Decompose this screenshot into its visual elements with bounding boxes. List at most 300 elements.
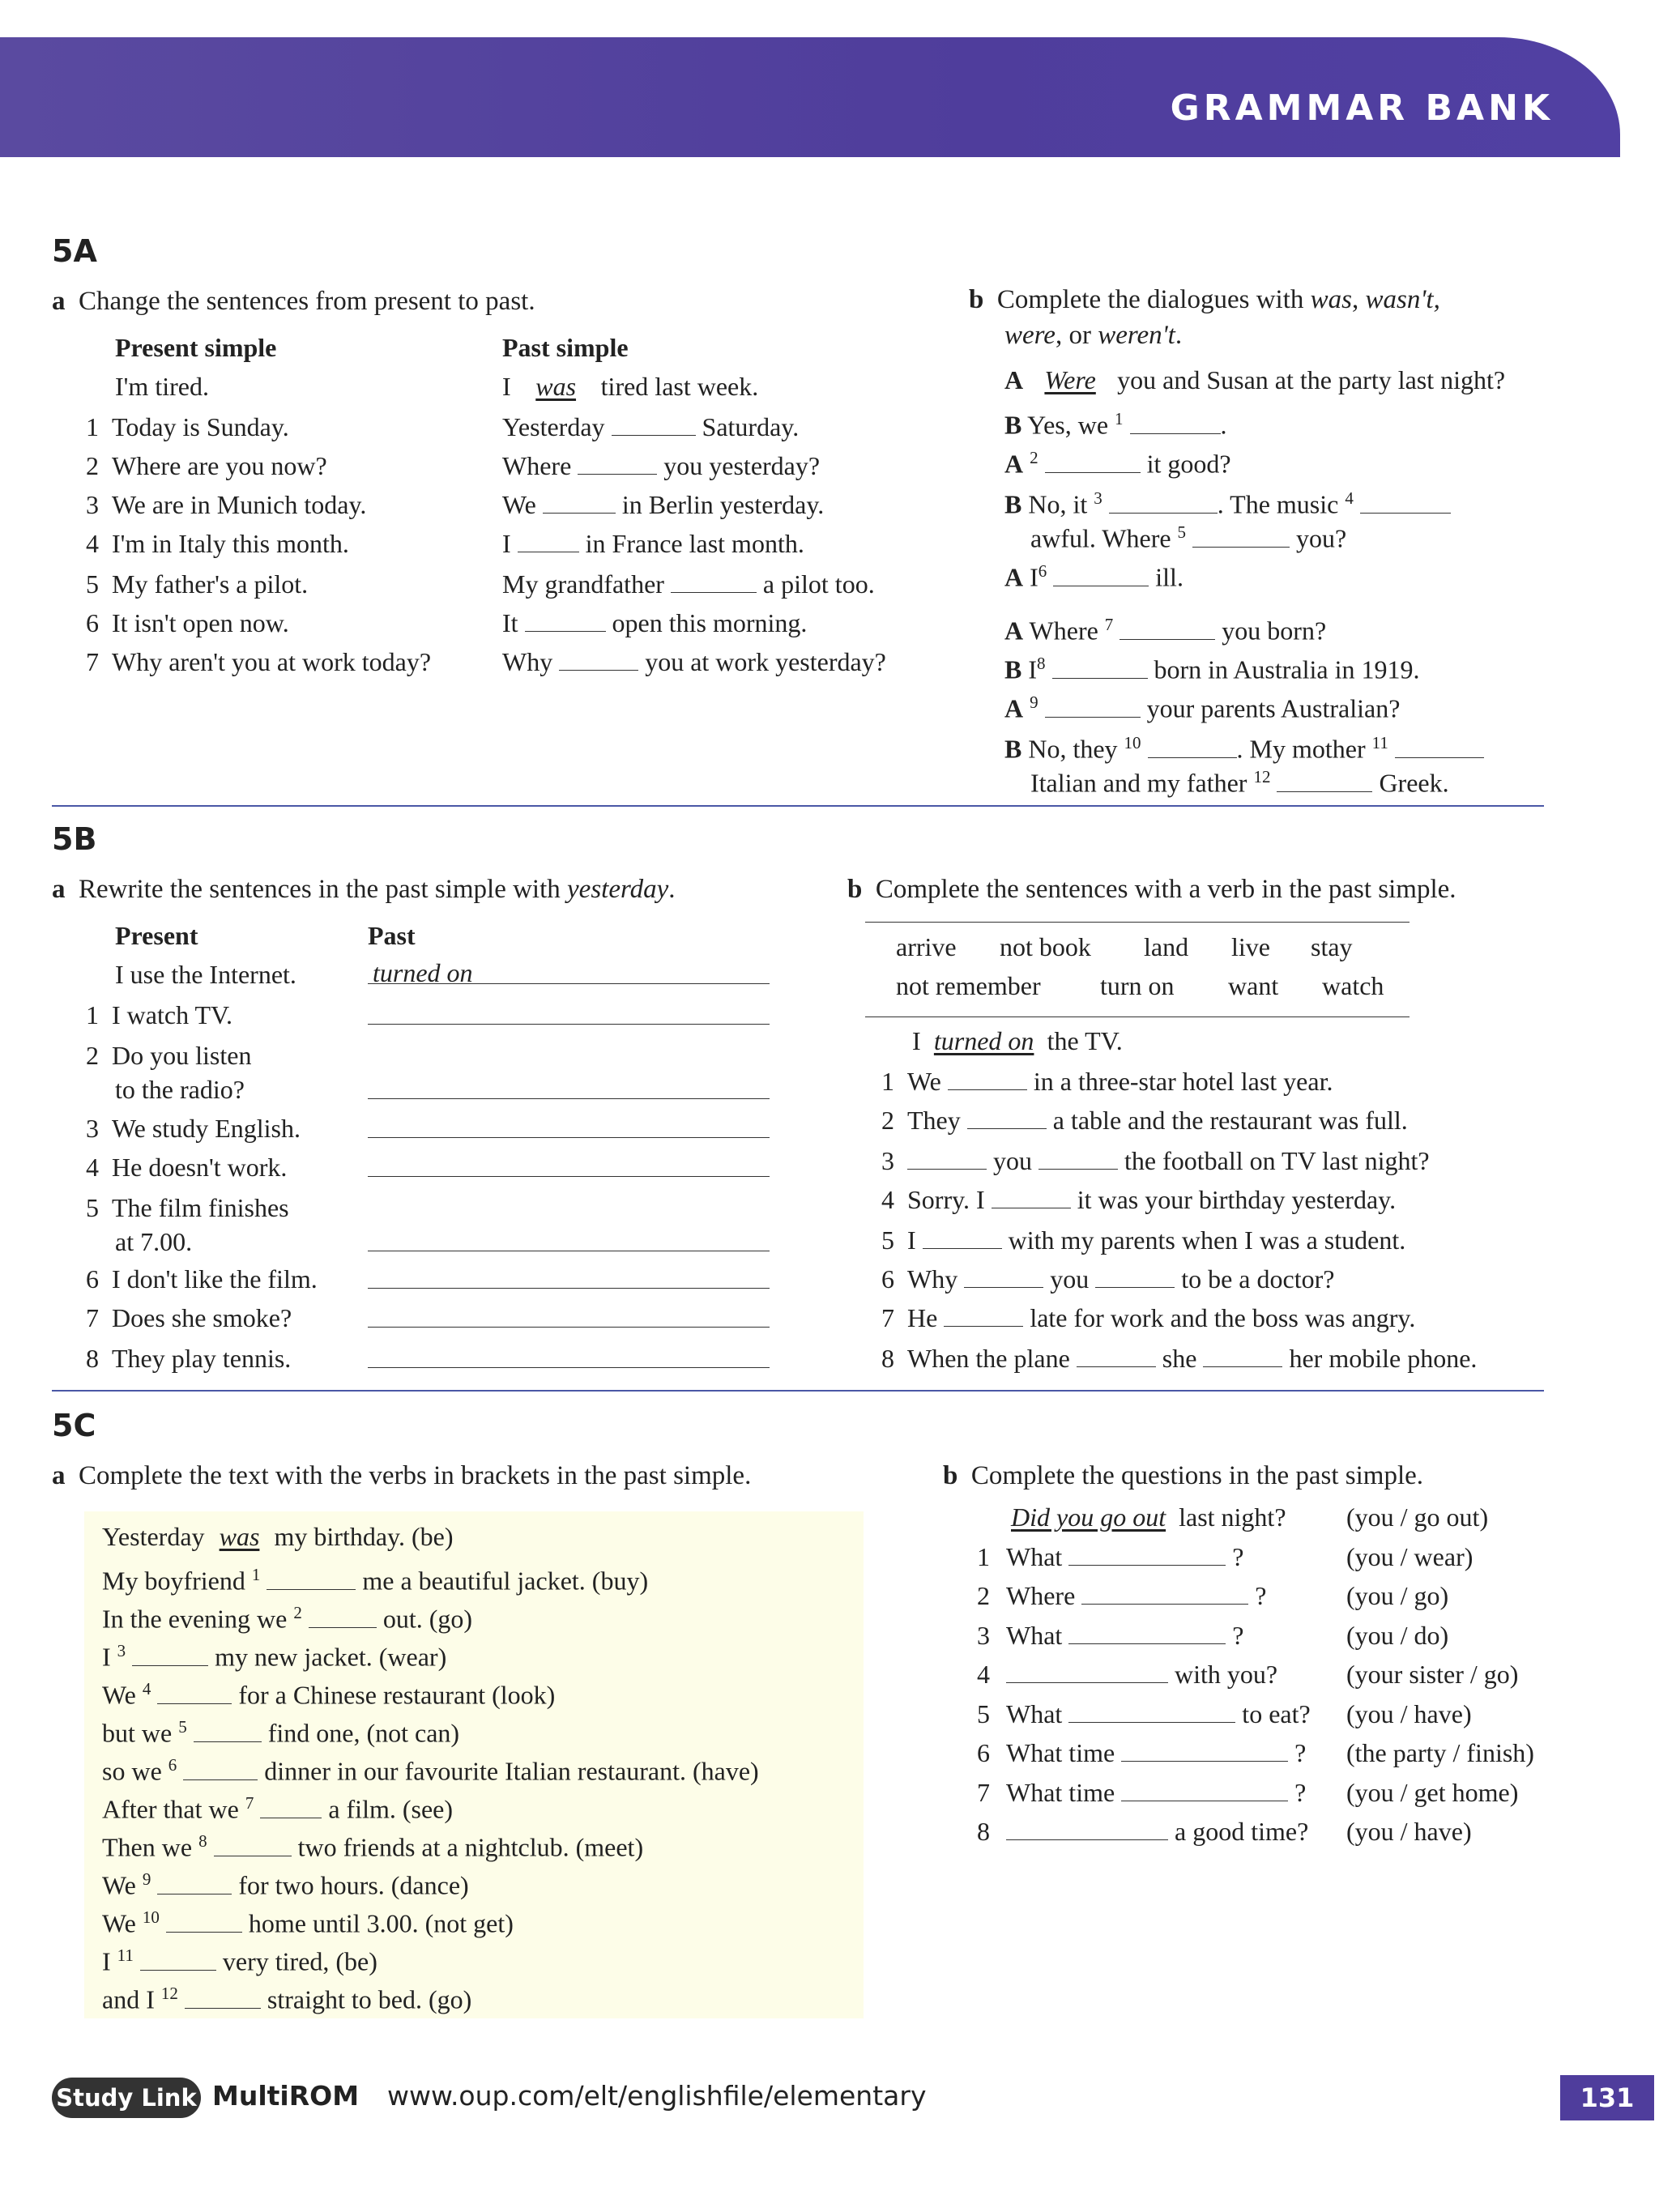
item-present [86,1189,289,1227]
text: me a beautiful jacket. (buy) [362,1566,649,1596]
answer-blank[interactable] [183,1758,258,1780]
text: In the evening we [102,1604,288,1634]
answer-blank[interactable] [1077,1345,1156,1367]
answer-blank[interactable] [992,1187,1071,1208]
text: Why [907,1264,958,1294]
text: . [1220,410,1227,440]
item-number: 7 [881,1303,894,1332]
item-past [502,643,886,681]
item-number: 5 [977,1698,990,1728]
gap-number: 7 [245,1793,254,1813]
answer-line[interactable] [368,1097,770,1099]
example-present: I use the Internet. [115,960,296,989]
text: in a three-star hotel last year. [1033,1067,1333,1096]
exercise-5b-b [847,870,1456,910]
text: you [993,1146,1032,1175]
answer-blank[interactable] [1081,1583,1248,1605]
item-number: 7 [86,647,99,676]
gap-number: 1 [1115,409,1124,428]
item-number: 5 [881,1225,894,1255]
answer-blank[interactable] [1052,657,1148,679]
text: born in Australia in 1919. [1154,654,1420,684]
answer-blank[interactable] [948,1068,1027,1090]
text: I [502,529,511,558]
answer-blank[interactable] [559,649,638,671]
text: Sorry. I [907,1185,985,1214]
item-text-line-2: to the radio? [115,1075,245,1104]
text: What [1006,1620,1063,1650]
answer-blank[interactable] [1130,412,1221,434]
answer-blank[interactable] [1095,1266,1175,1288]
text: tired last week. [600,372,759,401]
text: my new jacket. (wear) [215,1642,447,1672]
question-example [1011,1498,1286,1536]
sentence-1 [881,1063,1333,1101]
column-heading-past: Past [368,921,416,950]
text: with you? [1175,1660,1278,1689]
item-text: He doesn't work. [112,1153,288,1182]
answer-blank[interactable] [944,1305,1023,1327]
item-number: 3 [977,1620,990,1650]
text: ? [1232,1541,1244,1571]
dialogue-line-10b [1030,758,1449,803]
gap-number: 12 [160,1984,178,2003]
text: to be a doctor? [1181,1264,1335,1294]
item-number: 1 [86,1000,99,1029]
answer-blank[interactable] [1006,1661,1168,1683]
text: No, they [1028,734,1118,764]
answer-line[interactable] [368,1174,770,1177]
dialogue-line-example [1004,361,1505,399]
text: very tired, (be) [222,1946,377,1976]
question-hint: (you / wear) [1346,1541,1473,1571]
gap-number: 5 [178,1717,187,1737]
text: ? [1294,1738,1307,1767]
example-answer: Did you go out [1011,1502,1166,1532]
text: They [907,1106,961,1135]
text: you? [1296,523,1347,553]
item-text: Do you listen [112,1041,252,1070]
example-answer: Were [1044,365,1096,394]
text: ? [1255,1581,1267,1610]
text: , or [1055,321,1098,350]
answer-blank[interactable] [964,1266,1043,1288]
item-present [86,525,349,563]
item-number: 2 [86,1041,99,1070]
answer-blank[interactable] [1148,736,1237,758]
item-number: 4 [86,1153,99,1182]
item-text: We study English. [112,1114,301,1143]
answer-blank[interactable] [1045,696,1141,718]
gap-number: 6 [1038,561,1047,581]
study-link-badge[interactable]: Study Link [52,2078,201,2118]
item-number: 8 [86,1344,99,1373]
speaker: B [1004,489,1022,519]
item-present [86,1110,301,1148]
text: you yesterday? [663,451,821,480]
question-7 [977,1774,1306,1812]
text: find one, (not can) [267,1718,460,1748]
item-present [86,1260,318,1298]
dialogue-line-8 [1004,645,1419,689]
text: awful. Where [1030,523,1171,553]
item-past [502,525,804,563]
text: Greek. [1379,768,1449,798]
word-box-word: not book [1000,932,1091,961]
text: Where [1029,616,1098,646]
exercise-5a-a [52,282,535,322]
gap-number: 3 [1094,488,1102,508]
gap-number: 8 [198,1831,207,1851]
answer-blank[interactable] [923,1227,1002,1249]
answer-blank[interactable] [1053,565,1149,586]
text: What time [1006,1777,1115,1807]
text: Yesterday [102,1522,205,1551]
text: and I [102,1984,155,2014]
item-number: 6 [881,1264,894,1294]
word: weren't [1098,321,1175,350]
gap-number: 11 [117,1946,134,1965]
column-heading-present: Present simple [115,333,277,362]
exercise-letter: a [52,1461,66,1490]
answer-blank[interactable] [1068,1701,1235,1723]
item-number: 7 [977,1777,990,1807]
text: a good time? [1175,1817,1309,1846]
text: . [1175,321,1183,350]
item-number: 4 [881,1185,894,1214]
exercise-letter: b [943,1461,958,1490]
gap-number: 1 [251,1565,261,1584]
text: I [502,372,511,401]
text: Then we [102,1832,193,1862]
answer-line[interactable] [368,1325,770,1328]
text: . [668,875,676,904]
item-number: 5 [86,569,99,599]
text: I [102,1946,111,1976]
text: What time [1006,1738,1115,1767]
answer-line[interactable] [368,1249,770,1251]
text: with my parents when I was a student. [1008,1225,1406,1255]
item-present [86,486,366,524]
item-number: 6 [86,608,99,637]
instruction: Complete the sentences with a verb in the past simple. [875,875,1456,904]
sentence-6 [881,1260,1334,1298]
word-box-word: live [1231,932,1270,961]
question-5 [977,1695,1311,1733]
text: last night? [1179,1502,1286,1532]
text-line-12 [102,1975,471,2019]
sentence-8 [881,1340,1477,1378]
question-1 [977,1538,1244,1576]
section-divider [52,805,1544,807]
answer-blank[interactable] [543,492,616,514]
item-present [86,408,289,446]
answer-blank[interactable] [166,1911,242,1933]
gap-number: 10 [142,1907,160,1927]
text: you at work yesterday? [645,647,886,676]
item-text: We are in Munich today. [112,490,367,519]
answer-blank[interactable] [157,1873,232,1894]
answer-blank[interactable] [260,1796,322,1818]
answer-blank[interactable] [1192,526,1290,548]
text: We [102,1870,136,1900]
exercise-5c-a [52,1456,751,1496]
speaker: A [1004,562,1024,592]
example-answer: was [219,1522,260,1551]
question-hint: (you / go) [1346,1581,1449,1610]
section-label-5b: 5B [52,821,97,857]
item-number: 1 [86,412,99,441]
answer-blank[interactable] [1360,492,1451,514]
answer-blank[interactable] [140,1949,216,1971]
text: my birthday. (be) [274,1522,454,1551]
text: but we [102,1718,173,1748]
answer-line[interactable] [368,1136,770,1138]
item-present [86,1037,251,1075]
item-number: 2 [881,1106,894,1135]
text: What [1006,1541,1063,1571]
text: you born? [1222,616,1327,646]
answer-blank[interactable] [1068,1544,1226,1566]
item-number: 8 [881,1344,894,1373]
item-number: 2 [86,451,99,480]
gap-number: 4 [1345,488,1354,508]
gap-number: 12 [1253,767,1271,786]
answer-blank[interactable] [1038,1148,1118,1170]
word-box-word: not remember [896,971,1041,1000]
answer-blank[interactable] [1277,770,1372,792]
speaker: B [1004,734,1022,764]
dialogue-line-7 [1004,606,1326,650]
text: When the plane [907,1344,1070,1373]
text: After that we [102,1794,239,1824]
item-number: 1 [977,1541,990,1571]
text: We [907,1067,941,1096]
text: a pilot too. [762,569,875,599]
answer-line[interactable] [368,1022,770,1025]
item-number: 3 [881,1146,894,1175]
answer-blank[interactable] [1395,736,1484,758]
word-box-word: stay [1311,932,1353,961]
text: her mobile phone. [1289,1344,1478,1373]
instruction: Complete the dialogues with [996,285,1311,314]
section-label-5c: 5C [52,1408,96,1443]
sentence-2 [881,1102,1408,1140]
exercise-5c-b [943,1456,1423,1496]
example-sentence [912,1022,1123,1060]
text: I [1030,562,1038,592]
dialogue-line-9 [1004,684,1400,728]
exercise-letter: a [52,287,66,316]
item-past [502,408,799,446]
word-box-word: land [1144,932,1189,961]
answer-blank[interactable] [967,1107,1047,1129]
answer-line [368,982,770,984]
item-present [86,565,308,603]
instruction-line-2 [1004,316,1182,356]
answer-blank[interactable] [157,1682,232,1704]
text: My grandfather [502,569,664,599]
item-number: 6 [86,1264,99,1294]
answer-blank[interactable] [132,1644,208,1666]
question-hint: (you / get home) [1346,1777,1519,1807]
text: Why [502,647,553,676]
word-box-word: arrive [896,932,957,961]
text: ? [1232,1620,1244,1650]
exercise-letter: a [52,875,66,904]
text: What [1006,1698,1063,1728]
question-hint: (the party / finish) [1346,1738,1534,1767]
gap-number: 6 [168,1755,177,1775]
item-present [86,447,327,485]
answer-blank[interactable] [671,571,757,593]
text: My boyfriend [102,1566,245,1596]
exercise-letter: b [969,285,984,314]
website-link[interactable]: www.oup.com/elt/englishfile/elementary [387,2080,927,2112]
question-hint: (you / do) [1346,1620,1449,1650]
answer-blank[interactable] [1109,492,1218,514]
answer-line[interactable] [368,1286,770,1289]
sentence-3 [881,1142,1430,1180]
speaker: B [1004,410,1022,440]
item-text-line-2: at 7.00. [115,1227,193,1256]
speaker: A [1004,693,1024,723]
answer-blank[interactable] [578,453,657,475]
answer-blank[interactable] [525,610,606,632]
text: a film. (see) [328,1794,454,1824]
text: No, it [1028,489,1088,519]
item-past [502,447,820,485]
text: I [1028,654,1037,684]
text: Where [502,451,572,480]
text: it good? [1146,449,1231,479]
answer-line[interactable] [368,1366,770,1368]
answer-blank[interactable] [1121,1779,1288,1801]
speaker: A [1004,365,1024,394]
gap-number: 7 [1104,615,1114,634]
text: the TV. [1047,1026,1123,1055]
example-answer: turned on [373,958,473,987]
word: yesterday [567,875,669,904]
item-text: It isn't open now. [112,608,289,637]
item-number: 2 [977,1581,990,1610]
item-number: 4 [977,1660,990,1689]
question-8 [977,1813,1308,1851]
text: I [912,1026,921,1055]
question-hint: (your sister / go) [1346,1660,1519,1689]
text: I [102,1642,111,1672]
question-3 [977,1617,1244,1655]
text: Yes, we [1027,410,1109,440]
word: were [1004,321,1056,350]
item-number: 3 [86,1114,99,1143]
exercise-5b-a [52,870,676,910]
answer-blank[interactable] [1120,618,1215,640]
text: ? [1294,1777,1307,1807]
text: open this morning. [612,608,808,637]
exercise-5a-b [969,280,1440,320]
item-past [502,486,824,524]
question-hint: (you / go out) [1346,1502,1489,1532]
example-answer: turned on [933,1026,1034,1055]
item-text: The film finishes [112,1193,289,1222]
item-present [86,1149,287,1187]
text: two friends at a nightclub. (meet) [297,1832,644,1862]
text: , [1352,285,1366,314]
answer-blank[interactable] [309,1606,377,1628]
item-text: They play tennis. [112,1344,292,1373]
instruction: Rewrite the sentences in the past simple with [79,875,568,904]
page-header-title: GRAMMAR BANK [1170,87,1554,129]
answer-blank[interactable] [267,1568,356,1590]
answer-blank[interactable] [1006,1818,1168,1840]
word: wasn't, [1365,285,1440,314]
column-heading-present: Present [115,921,198,950]
gap-number: 4 [142,1679,151,1698]
text: the football on TV last night? [1124,1146,1430,1175]
page-number: 131 [1560,2075,1654,2120]
item-number: 4 [86,529,99,558]
answer-blank[interactable] [1203,1345,1282,1367]
speaker: A [1004,449,1024,479]
answer-blank[interactable] [612,414,696,436]
text: for two hours. (dance) [238,1870,469,1900]
answer-blank[interactable] [185,1987,261,2009]
text: she [1162,1344,1197,1373]
question-4 [977,1656,1277,1694]
example-present: I'm tired. [115,372,209,401]
text-line-0 [102,1518,453,1556]
answer-blank[interactable] [214,1835,292,1856]
text: . My mother [1236,734,1366,764]
question-hint: (you / have) [1346,1817,1472,1846]
text: We [102,1908,136,1938]
question-6 [977,1734,1306,1772]
item-text: I don't like the film. [112,1264,318,1294]
answer-blank[interactable] [1045,451,1141,473]
answer-blank[interactable] [1068,1622,1226,1644]
answer-blank[interactable] [518,531,579,552]
text: Saturday. [702,412,800,441]
text: dinner in our favourite Italian restaurant. (have) [264,1756,759,1786]
instruction: Change the sentences from present to past. [79,287,535,316]
text: you [1050,1264,1090,1294]
answer-blank[interactable] [194,1720,262,1742]
text: late for work and the boss was angry. [1030,1303,1416,1332]
item-text: My father's a pilot. [112,569,309,599]
item-text: I'm in Italy this month. [112,529,349,558]
multirom-label: MultiROM [212,2080,360,2112]
item-present [86,604,289,642]
text: for a Chinese restaurant (look) [238,1680,556,1710]
exercise-letter: b [847,875,863,904]
gap-number: 8 [1037,654,1046,673]
text: your parents Australian? [1146,693,1401,723]
answer-blank[interactable] [907,1148,987,1170]
instruction: Complete the questions in the past simple. [970,1461,1424,1490]
item-past [502,604,807,642]
item-present [86,996,232,1034]
gap-number: 9 [142,1869,151,1889]
text: out. (go) [382,1604,473,1634]
text: . The music [1217,489,1339,519]
answer-blank[interactable] [1121,1740,1288,1762]
dialogue-line-1 [1004,400,1227,445]
text: We [102,1680,136,1710]
text: Yesterday [502,412,605,441]
question-hint: (you / have) [1346,1698,1472,1728]
instruction: Complete the text with the verbs in brackets in the past simple. [79,1461,752,1490]
